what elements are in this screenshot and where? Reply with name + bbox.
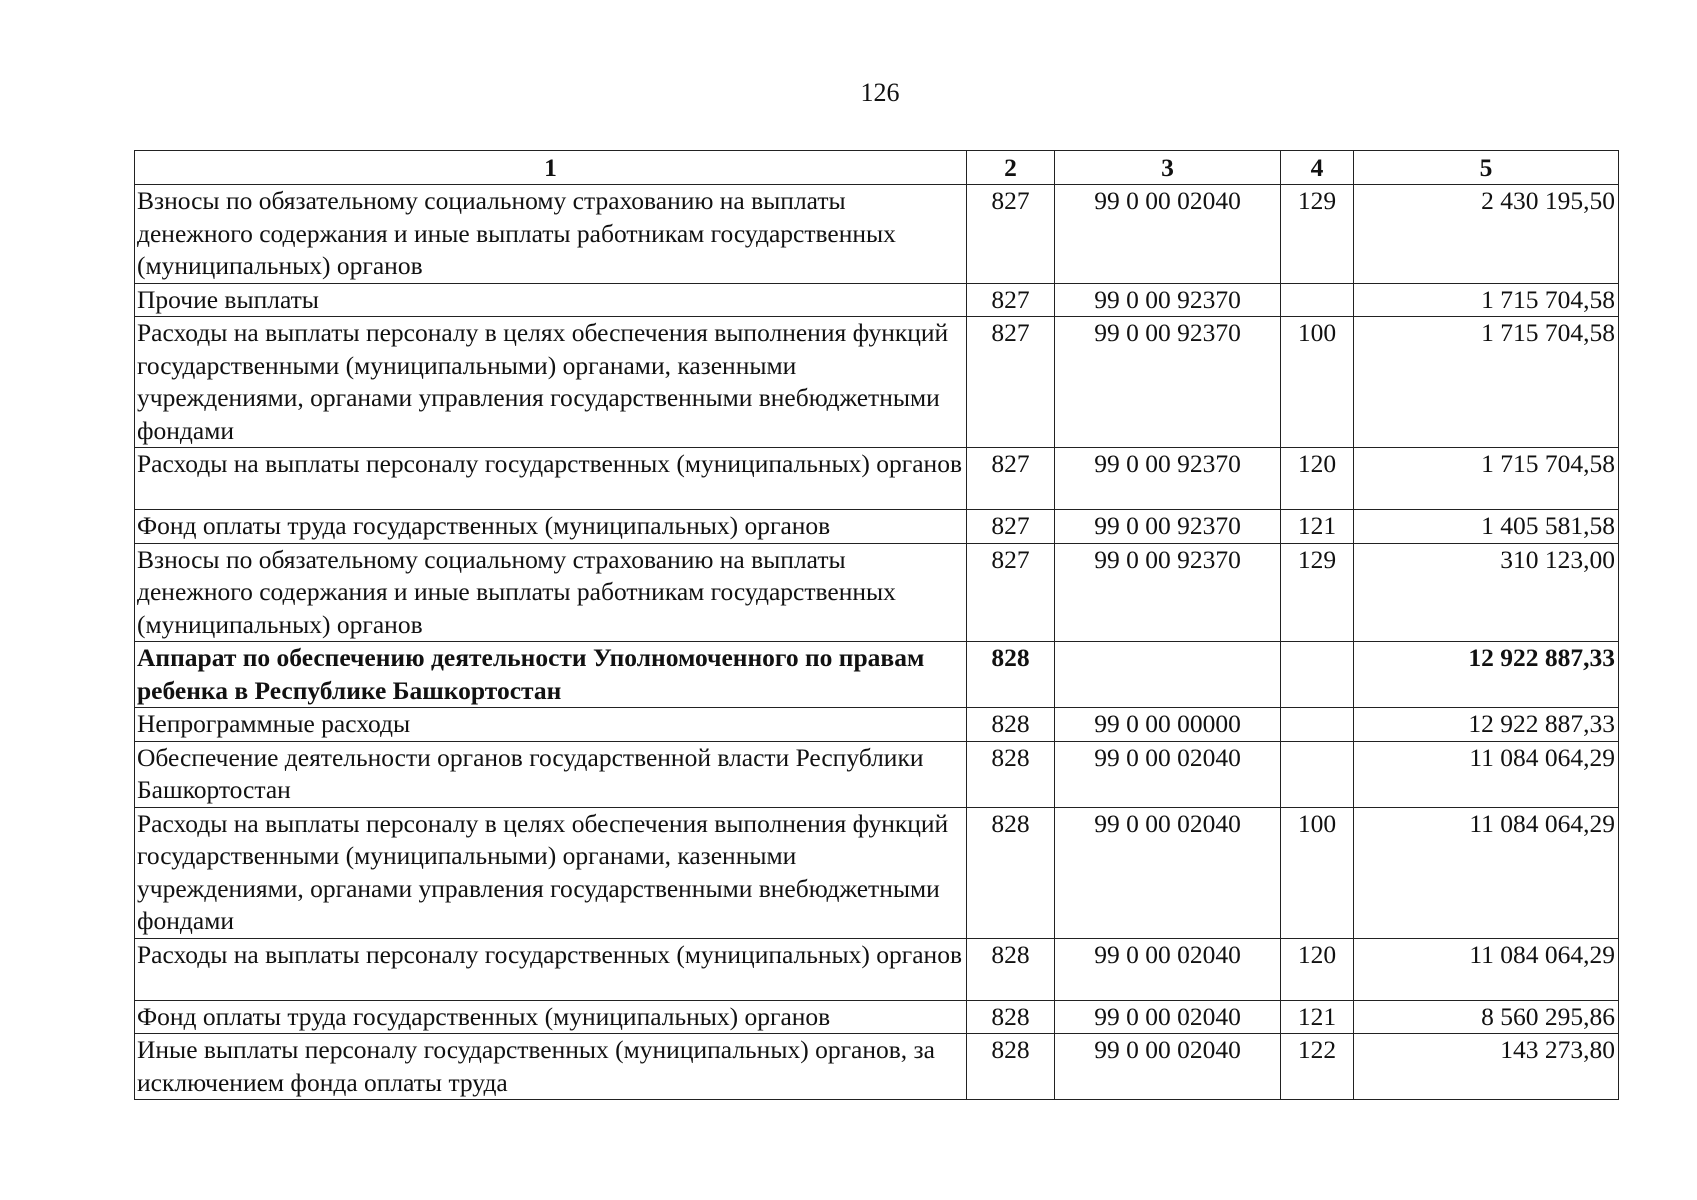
row-code-cell: 828 (967, 642, 1055, 708)
row-amount-cell: 2 430 195,50 (1354, 185, 1619, 284)
table-row (135, 510, 1619, 544)
row-code-cell: 828 (967, 1000, 1055, 1034)
row-code-cell: 827 (967, 283, 1055, 317)
table-row (135, 543, 1619, 642)
row-expense-type-cell (1281, 283, 1354, 317)
table-row (135, 1034, 1619, 1100)
row-code-cell: 827 (967, 510, 1055, 544)
row-expense-type-cell: 120 (1281, 938, 1354, 1000)
row-name-cell: Фонд оплаты труда государственных (муниципальных) органов (135, 510, 967, 544)
row-code-cell: 828 (967, 708, 1055, 742)
row-expense-type-cell: 100 (1281, 317, 1354, 448)
row-code-cell: 827 (967, 448, 1055, 510)
row-target-article-cell: 99 0 00 02040 (1055, 741, 1281, 807)
row-name-cell: Фонд оплаты труда государственных (муниципальных) органов (135, 1000, 967, 1034)
table-body (135, 185, 1619, 1100)
row-target-article-cell: 99 0 00 02040 (1055, 1034, 1281, 1100)
row-amount-cell: 1 715 704,58 (1354, 448, 1619, 510)
table-row (135, 938, 1619, 1000)
row-target-article-cell: 99 0 00 02040 (1055, 185, 1281, 284)
row-expense-type-cell: 121 (1281, 510, 1354, 544)
row-name-cell: Расходы на выплаты персоналу государственных (муниципальных) органов (135, 448, 967, 510)
row-code-cell: 828 (967, 938, 1055, 1000)
row-code-cell: 828 (967, 807, 1055, 938)
row-amount-cell: 11 084 064,29 (1354, 938, 1619, 1000)
table-row (135, 642, 1619, 708)
column-header-4: 4 (1281, 151, 1354, 185)
row-target-article-cell: 99 0 00 02040 (1055, 807, 1281, 938)
row-amount-cell: 1 715 704,58 (1354, 317, 1619, 448)
table-row (135, 807, 1619, 938)
column-header-1: 1 (135, 151, 967, 185)
row-name-cell: Непрограммные расходы (135, 708, 967, 742)
row-target-article-cell: 99 0 00 92370 (1055, 510, 1281, 544)
row-amount-cell: 11 084 064,29 (1354, 807, 1619, 938)
row-target-article-cell: 99 0 00 92370 (1055, 317, 1281, 448)
row-expense-type-cell: 129 (1281, 543, 1354, 642)
row-target-article-cell (1055, 642, 1281, 708)
row-name-cell: Аппарат по обеспечению деятельности Уполномоченного по правам ребенка в Республике Башкортостан (135, 642, 967, 708)
row-name-cell: Иные выплаты персоналу государственных (муниципальных) органов, за исключением фонда оплаты труда (135, 1034, 967, 1100)
row-name-cell: Взносы по обязательному социальному страхованию на выплаты денежного содержания и иные выплаты работникам государственных (муниципальных) органов (135, 185, 967, 284)
row-name-cell: Обеспечение деятельности органов государственной власти Республики Башкортостан (135, 741, 967, 807)
row-amount-cell: 12 922 887,33 (1354, 708, 1619, 742)
table-row (135, 317, 1619, 448)
table-row (135, 448, 1619, 510)
table-row (135, 185, 1619, 284)
row-name-cell: Взносы по обязательному социальному страхованию на выплаты денежного содержания и иные выплаты работникам государственных (муниципальных) органов (135, 543, 967, 642)
row-target-article-cell: 99 0 00 92370 (1055, 543, 1281, 642)
row-amount-cell: 310 123,00 (1354, 543, 1619, 642)
row-name-cell: Расходы на выплаты персоналу государственных (муниципальных) органов (135, 938, 967, 1000)
row-expense-type-cell (1281, 708, 1354, 742)
row-expense-type-cell: 129 (1281, 185, 1354, 284)
row-code-cell: 827 (967, 543, 1055, 642)
table-row (135, 283, 1619, 317)
row-amount-cell: 143 273,80 (1354, 1034, 1619, 1100)
column-header-2: 2 (967, 151, 1055, 185)
row-name-cell: Прочие выплаты (135, 283, 967, 317)
row-expense-type-cell: 120 (1281, 448, 1354, 510)
column-header-3: 3 (1055, 151, 1281, 185)
row-target-article-cell: 99 0 00 02040 (1055, 938, 1281, 1000)
row-code-cell: 827 (967, 185, 1055, 284)
row-expense-type-cell (1281, 642, 1354, 708)
row-code-cell: 828 (967, 1034, 1055, 1100)
budget-table (134, 150, 1619, 1100)
row-amount-cell: 8 560 295,86 (1354, 1000, 1619, 1034)
row-name-cell: Расходы на выплаты персоналу в целях обеспечения выполнения функций государственными (муниципальными) органами, казенными учреждениями, органами управления государственными внебюджетными фондами (135, 807, 967, 938)
table-row (135, 1000, 1619, 1034)
row-expense-type-cell (1281, 741, 1354, 807)
row-code-cell: 827 (967, 317, 1055, 448)
table-row (135, 741, 1619, 807)
row-expense-type-cell: 100 (1281, 807, 1354, 938)
row-amount-cell: 1 715 704,58 (1354, 283, 1619, 317)
table-row (135, 708, 1619, 742)
row-target-article-cell: 99 0 00 92370 (1055, 283, 1281, 317)
row-code-cell: 828 (967, 741, 1055, 807)
row-expense-type-cell: 122 (1281, 1034, 1354, 1100)
table-header-row (135, 151, 1619, 185)
row-amount-cell: 11 084 064,29 (1354, 741, 1619, 807)
row-name-cell: Расходы на выплаты персоналу в целях обеспечения выполнения функций государственными (муниципальными) органами, казенными учреждениями, органами управления государственными внебюджетными фондами (135, 317, 967, 448)
row-amount-cell: 1 405 581,58 (1354, 510, 1619, 544)
column-header-5: 5 (1354, 151, 1619, 185)
page-number: 126 (860, 78, 900, 107)
row-target-article-cell: 99 0 00 00000 (1055, 708, 1281, 742)
row-target-article-cell: 99 0 00 02040 (1055, 1000, 1281, 1034)
row-target-article-cell: 99 0 00 92370 (1055, 448, 1281, 510)
row-amount-cell: 12 922 887,33 (1354, 642, 1619, 708)
row-expense-type-cell: 121 (1281, 1000, 1354, 1034)
